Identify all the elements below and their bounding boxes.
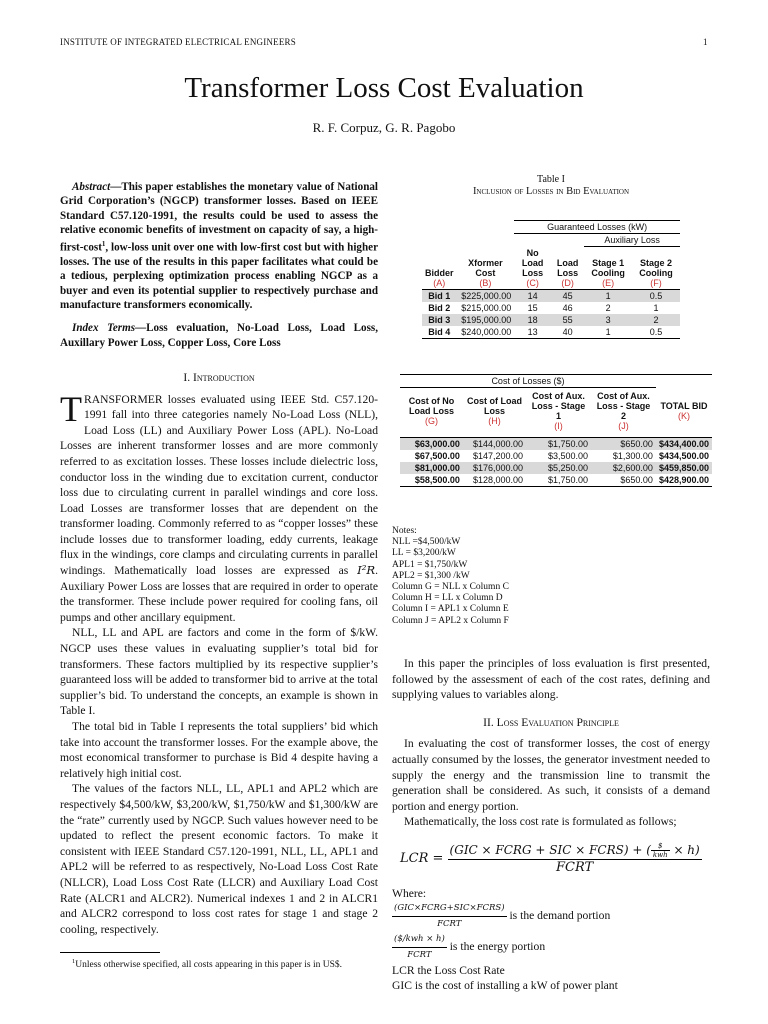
table-cell: $58,500.00 — [414, 475, 460, 485]
intro-paragraph-4: The values of the factors NLL, LL, APL1 and APL2 which are respectively $4,500/kW, $3,200/kW, $1,750/kW and $1,300/kW are the “rate” currently used by NGCP. Such values however need to be updated to reflect the present economic factors. To make it consistent with IEEE Standard C57.120-1991, NLL, LL, APL1 and APL2 will be referred to as respectively, No-Load Loss Cost Rate (NLLCR), Load Loss Cost Rate (LLCR) and Auxiliary Load Cost Rate (ALCR1 and ALCR2). Numerical indexes 1 and 2 in ALCR1 and ALCR2 correspond to loss cost rates for stage 1 and stage 2 cooling, respectively. — [60, 782, 378, 936]
equation-lcr — [400, 842, 710, 875]
table-cell: 1 — [653, 302, 659, 313]
table-cell: $67,500.00 — [414, 451, 460, 461]
column-header: Cost of Aux. Loss - Stage 1 (I) — [531, 391, 586, 431]
column-header: Cost of Load Loss (H) — [466, 396, 522, 426]
table-cell: 18 — [514, 314, 551, 326]
table-cell: $1,750.00 — [547, 475, 588, 485]
note-line: LL = $3,200/kW — [392, 548, 456, 559]
column-header: No Load Loss (C) — [521, 247, 544, 288]
table-cell: 0.5 — [649, 326, 663, 337]
losses-table-bottom — [400, 374, 712, 487]
section-heading-introduction: I. Introduction — [183, 370, 255, 384]
table-cell: 2 — [605, 302, 611, 313]
page-number: 1 — [703, 37, 708, 47]
where-lcr: LCR the Loss Cost Rate — [392, 964, 505, 977]
table-cell: Bid 1 — [422, 289, 457, 302]
table-cell: 15 — [527, 302, 538, 313]
table-cell: 0.5 — [632, 289, 680, 302]
table-row — [422, 314, 680, 326]
intro-paragraph-3: The total bid in Table I represents the total suppliers’ bid which take into account the transformer losses. For the example above, the most economical transformer to purchase is Bid 4 despite having a relatively high initial cost. — [60, 720, 378, 780]
column-header: Cost of No Load Loss (G) — [408, 396, 455, 426]
table-cell: $459,850.00 — [656, 462, 712, 474]
index-terms: Index Terms—Loss evaluation, No-Load Loss, Load Loss, Auxillary Power Loss, Copper Loss, Core Loss — [60, 322, 378, 349]
group-header-guaranteed-losses: Guaranteed Losses (kW) — [514, 221, 680, 234]
note-line: Column H = LL x Column D — [392, 593, 503, 604]
table-row — [400, 462, 712, 474]
right-column — [392, 656, 710, 830]
running-header: INSTITUTE OF INTEGRATED ELECTRICAL ENGINEERS — [60, 37, 296, 47]
table-cell: $144,000.00 — [463, 438, 526, 451]
table-cell: 45 — [551, 289, 584, 302]
table-cell: $195,000.00 — [457, 314, 515, 326]
paper-title: Transformer Loss Cost Evaluation — [184, 72, 584, 104]
table-cell: $1,300.00 — [612, 451, 653, 461]
table-caption — [392, 174, 710, 198]
table-cell: $128,000.00 — [472, 475, 524, 485]
table-label: Table I — [537, 174, 565, 185]
where-energy: $\frac{\text{(\$/kwh × h)}}{\text{FCRT}}$ is the energy portion — [394, 934, 546, 960]
table-cell: 14 — [514, 289, 551, 302]
abstract: Abstract—This paper establishes the monetary value of National Grid Corporation’s (NGCP) transformer losses. Based on IEEE Standard C57.120-1991, the results could be used to assess the relative economic benefits of investment on capacity of say, a high-first-cost$^1$, low-loss unit over one with low-first cost but with higher losses. The use of the results in this paper facilitates what could be a tedious, perplexing optimization process enabling NGCP as a buyer and even its potential supplier to respectively purchase and manufacture transformers economically. — [60, 181, 378, 312]
column-header: Bidder (A) — [425, 267, 454, 288]
equation-fraction: (GIC × FCRG + SIC × FCRS) + ( $\frac{\$}{\text{kwh}}$ × h) FCRT — [449, 842, 700, 875]
table-cell: 13 — [527, 326, 538, 337]
table-cell: $428,900.00 — [658, 475, 709, 485]
drop-cap: T — [60, 388, 82, 429]
table-cell: 55 — [551, 314, 584, 326]
note-line: APL1 = $1,750/kW — [392, 559, 468, 570]
group-header-aux-loss: Auxiliary Loss — [584, 234, 680, 247]
table-cell: $147,200.00 — [472, 451, 524, 461]
note-line: APL2 = $1,300 /kW — [392, 570, 470, 581]
right-intro-paragraph: In this paper the principles of loss evaluation is first presented, followed by the assessment of each of the cost rates, defining and supplying values to variables along. — [392, 657, 710, 702]
table-cell: $5,250.00 — [526, 462, 591, 474]
table-cell: 3 — [584, 314, 632, 326]
table-cell: $63,000.00 — [400, 438, 463, 451]
table-cell: $215,000.00 — [461, 302, 512, 313]
principle-paragraph-1: In evaluating the cost of transformer losses, the cost of energy actually consumed by the losses, the generator investment needed to supply the energy and the transmission line to transmit the generation shall be considered. As such, it consists of a demand portion and energy portion. — [392, 737, 710, 813]
column-header: Stage 1 Cooling (E) — [591, 257, 625, 288]
column-header: Cost of Aux. Loss - Stage 2 (J) — [596, 391, 651, 431]
column-header: Xformer Cost (B) — [468, 257, 503, 288]
table-cell: Bid 4 — [428, 326, 451, 337]
table-row — [400, 438, 712, 451]
table-row — [400, 450, 712, 462]
left-column — [60, 180, 378, 937]
where-block — [392, 886, 710, 993]
table-cell: $1,750.00 — [526, 438, 591, 451]
footnote: $^1$Unless otherwise specified, all costs appearing in this paper is in US$. — [72, 958, 342, 971]
column-header: Stage 2 Cooling (F) — [639, 257, 673, 288]
losses-table-top — [422, 220, 680, 339]
table-cell: $240,000.00 — [461, 326, 512, 337]
note-line: Column J = APL2 x Column F — [392, 615, 509, 626]
note-line: NLL =$4,500/kW — [392, 537, 461, 548]
table-row — [422, 302, 680, 314]
intro-paragraph-1: TRANSFORMER losses evaluated using IEEE Std. C57.120-1991 fall into three categories namely No-Load Loss (NLL), Load Loss (LL) and Auxiliary Power Loss (APL). No-Load Losses are inherent transformer losses and are more commonly referred to as excitation losses. These losses include dielectric loss, conductor loss in the winding due to excitation current, conductor loss due to circulating current in parallel windings and core loss. Load Losses are transformer losses that are dependent on the transformer loading. Commonly referred to as “copper losses” these include losses due to transformer loading, eddy currents, leakage flux in the windings, core clamps and circulating currents in parallel windings. Mathematically load losses are expressed as I²R. Auxiliary Power Loss are losses that are required in order to operate the transformer. These include power required for cooling fans, oil pumps and other ancillary equipment. — [60, 388, 378, 624]
table-cell: $81,000.00 — [400, 462, 463, 474]
table-cell: Bid 3 — [422, 314, 457, 326]
where-gic: GIC is the cost of installing a kW of power plant — [392, 979, 618, 992]
table-cell: $434,500.00 — [658, 451, 709, 461]
table-notes — [392, 526, 592, 627]
table-cell: $176,000.00 — [463, 462, 526, 474]
abstract-label: Abstract — [72, 181, 111, 193]
table-cell: $225,000.00 — [457, 289, 515, 302]
table-row — [400, 474, 712, 487]
equation-lhs: LCR = — [400, 851, 444, 866]
table-cell: 46 — [562, 302, 573, 313]
note-line: Notes: — [392, 526, 417, 536]
note-line: Column G = NLL x Column C — [392, 582, 509, 593]
table-cell: 1 — [584, 289, 632, 302]
where-label: Where: — [392, 887, 427, 900]
table-row — [422, 326, 680, 339]
table-cell: 40 — [562, 326, 573, 337]
group-header-cost-of-losses: Cost of Losses ($) — [400, 375, 656, 388]
section-heading-loss-evaluation: II. Loss Evaluation Principle — [483, 715, 619, 729]
principle-paragraph-2: Mathematically, the loss cost rate is formulated as follows; — [404, 815, 677, 829]
intro-paragraph-2: NLL, LL and APL are factors and come in the form of $/kW. NGCP uses these values in evaluating supplier’s total bid for transformers. These factors multiplied by its respective supplier’s guaranteed loss will be added to transformer bid to arrive at the total supplier’s bid. To understand the concepts, an example is shown in Table I. — [60, 626, 378, 718]
table-cell: 2 — [632, 314, 680, 326]
table-row — [422, 289, 680, 302]
footnote-rule — [60, 952, 160, 953]
table-cell: $2,600.00 — [591, 462, 656, 474]
table-title: Inclusion of Losses in Bid Evaluation — [472, 186, 630, 197]
table-cell: $650.00 — [591, 438, 656, 451]
authors: R. F. Corpuz, G. R. Pagobo — [312, 120, 456, 135]
table-cell: $3,500.00 — [547, 451, 588, 461]
index-terms-label: Index Terms — [72, 322, 136, 335]
table-cell: 1 — [605, 326, 611, 337]
column-header: TOTAL BID (K) — [660, 400, 708, 421]
table-cell: $650.00 — [620, 475, 653, 485]
table-cell: $434,400.00 — [656, 438, 712, 451]
where-demand: $\frac{\text{(GIC×FCRG+SIC×FCRS)}}{\text{FCRT}}$ is the demand portion — [394, 903, 611, 929]
note-line: Column I = APL1 x Column E — [392, 604, 509, 615]
table-cell: Bid 2 — [428, 302, 451, 313]
column-header: Load Loss (D) — [556, 257, 579, 288]
